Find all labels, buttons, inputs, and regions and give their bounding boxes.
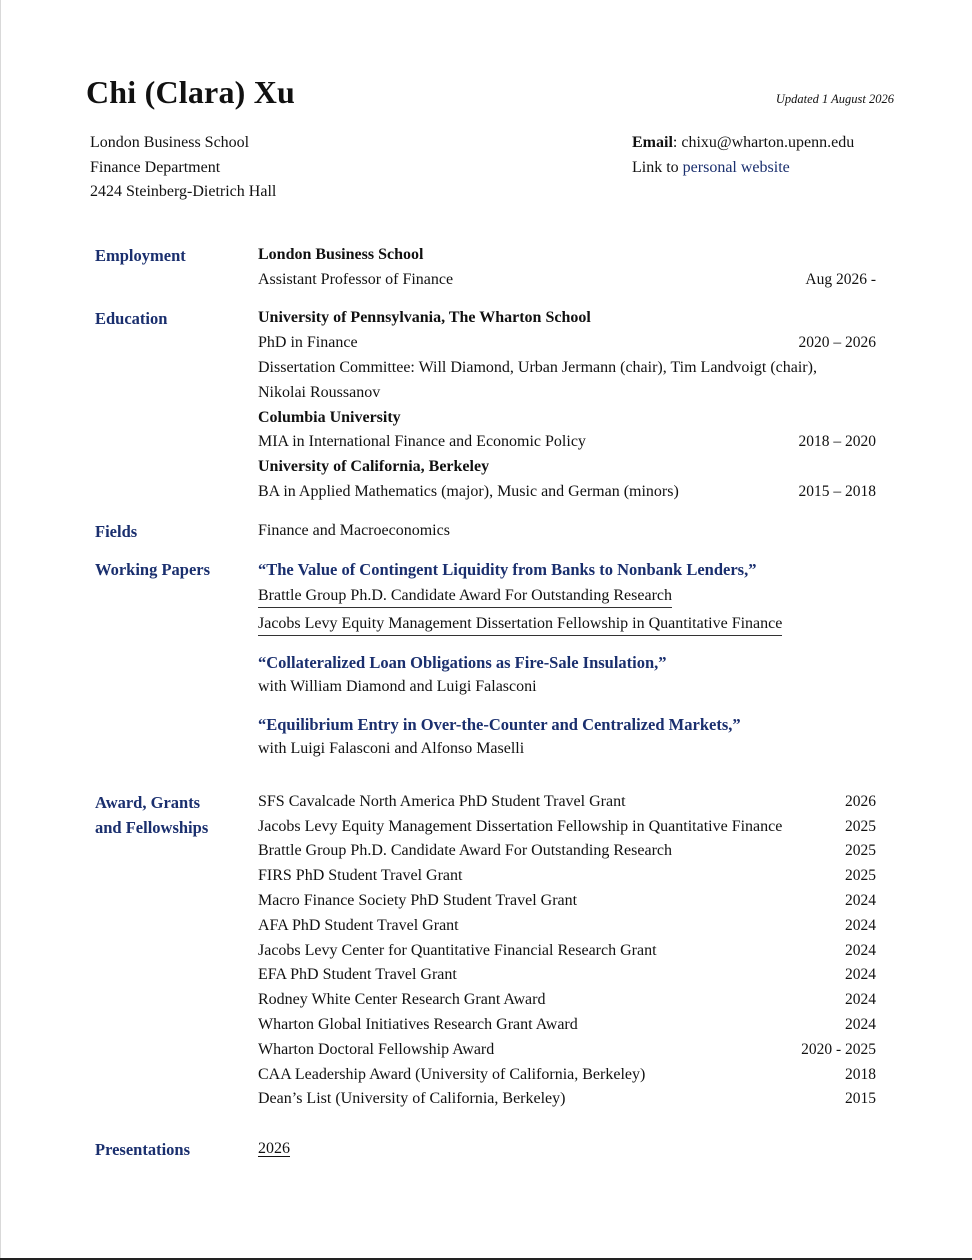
email-value[interactable]: : chixu@wharton.upenn.edu xyxy=(672,134,855,151)
award-name: Wharton Global Initiatives Research Grant Award xyxy=(258,1016,578,1033)
presentations-year: 2026 xyxy=(258,1140,290,1157)
award-name: FIRS PhD Student Travel Grant xyxy=(258,867,463,884)
paper-award-note: Jacobs Levy Equity Management Dissertation Fellowship in Quantitative Finance xyxy=(258,615,782,636)
award-year: 2020 - 2025 xyxy=(801,1041,876,1058)
address-line-2: Finance Department xyxy=(90,159,221,176)
award-year: 2026 xyxy=(845,793,876,810)
paper-title-link[interactable]: “Equilibrium Entry in Over-the-Counter and Centralized Markets,” xyxy=(258,715,741,734)
award-name: Macro Finance Society PhD Student Travel Grant xyxy=(258,892,578,909)
employment-date: Aug 2026 - xyxy=(805,271,876,288)
paper-award-note: Brattle Group Ph.D. Candidate Award For Outstanding Research xyxy=(258,587,672,608)
education-date: 2020 – 2026 xyxy=(798,334,876,351)
award-year: 2024 xyxy=(845,942,876,959)
paper-coauthors: with William Diamond and Luigi Falasconi xyxy=(258,678,537,695)
award-year: 2024 xyxy=(845,1016,876,1033)
education-date: 2018 – 2020 xyxy=(798,433,876,450)
dissertation-committee: Dissertation Committee: Will Diamond, Urban Jermann (chair), Tim Landvoigt (chair), xyxy=(258,359,817,376)
award-year: 2024 xyxy=(845,966,876,983)
section-heading-fields: Fields xyxy=(95,522,138,541)
education-degree: BA in Applied Mathematics (major), Music and German (minors) xyxy=(258,483,679,500)
education-institution: Columbia University xyxy=(258,409,401,426)
section-heading-presentations: Presentations xyxy=(95,1140,191,1159)
email-line xyxy=(632,134,854,152)
paper-coauthors: with Luigi Falasconi and Alfonso Maselli xyxy=(258,740,525,757)
section-heading-awards-cont: and Fellowships xyxy=(95,818,209,837)
education-institution: University of Pennsylvania, The Wharton School xyxy=(258,309,591,326)
employment-position: Assistant Professor of Finance xyxy=(258,271,454,288)
award-name: Jacobs Levy Center for Quantitative Financial Research Grant xyxy=(258,942,657,959)
paper-title-link[interactable]: “The Value of Contingent Liquidity from Banks to Nonbank Lenders,” xyxy=(258,560,757,579)
personal-website-link[interactable]: personal website xyxy=(682,159,790,176)
website-line xyxy=(632,159,790,177)
employment-institution: London Business School xyxy=(258,246,424,263)
award-name: CAA Leadership Award (University of California, Berkeley) xyxy=(258,1066,646,1083)
section-heading-education: Education xyxy=(95,309,168,328)
award-name: Dean’s List (University of California, Berkeley) xyxy=(258,1090,566,1107)
award-name: Rodney White Center Research Grant Award xyxy=(258,991,546,1008)
education-institution: University of California, Berkeley xyxy=(258,458,490,475)
award-year: 2024 xyxy=(845,917,876,934)
award-name: Brattle Group Ph.D. Candidate Award For Outstanding Research xyxy=(258,842,673,859)
section-heading-awards: Award, Grants xyxy=(95,793,201,812)
award-year: 2025 xyxy=(845,842,876,859)
section-heading-working-papers: Working Papers xyxy=(95,560,211,579)
award-year: 2024 xyxy=(845,892,876,909)
cv-name: Chi (Clara) Xu xyxy=(86,74,296,110)
education-date: 2015 – 2018 xyxy=(798,483,876,500)
paper-title-link[interactable]: “Collateralized Loan Obligations as Fire-Sale Insulation,” xyxy=(258,653,667,672)
dissertation-committee-cont: Nikolai Roussanov xyxy=(258,384,381,401)
award-name: Jacobs Levy Equity Management Dissertation Fellowship in Quantitative Finance xyxy=(258,818,783,835)
page-left-edge xyxy=(0,0,1,1260)
award-name: Wharton Doctoral Fellowship Award xyxy=(258,1041,495,1058)
award-year: 2025 xyxy=(845,867,876,884)
education-degree: MIA in International Finance and Economic Policy xyxy=(258,433,586,450)
education-degree: PhD in Finance xyxy=(258,334,358,351)
award-year: 2015 xyxy=(845,1090,876,1107)
award-year: 2025 xyxy=(845,818,876,835)
website-prefix: Link to xyxy=(632,159,683,176)
updated-date: Updated 1 August 2026 xyxy=(775,92,894,106)
fields-text: Finance and Macroeconomics xyxy=(258,522,450,539)
award-year: 2018 xyxy=(845,1066,876,1083)
award-name: EFA PhD Student Travel Grant xyxy=(258,966,457,983)
award-name: AFA PhD Student Travel Grant xyxy=(258,917,459,934)
address-line-1: London Business School xyxy=(90,134,250,151)
address-line-3: 2424 Steinberg-Dietrich Hall xyxy=(90,183,277,200)
award-year: 2024 xyxy=(845,991,876,1008)
email-label: Email xyxy=(632,134,673,151)
award-name: SFS Cavalcade North America PhD Student Travel Grant xyxy=(258,793,626,810)
section-heading-employment: Employment xyxy=(95,246,186,265)
